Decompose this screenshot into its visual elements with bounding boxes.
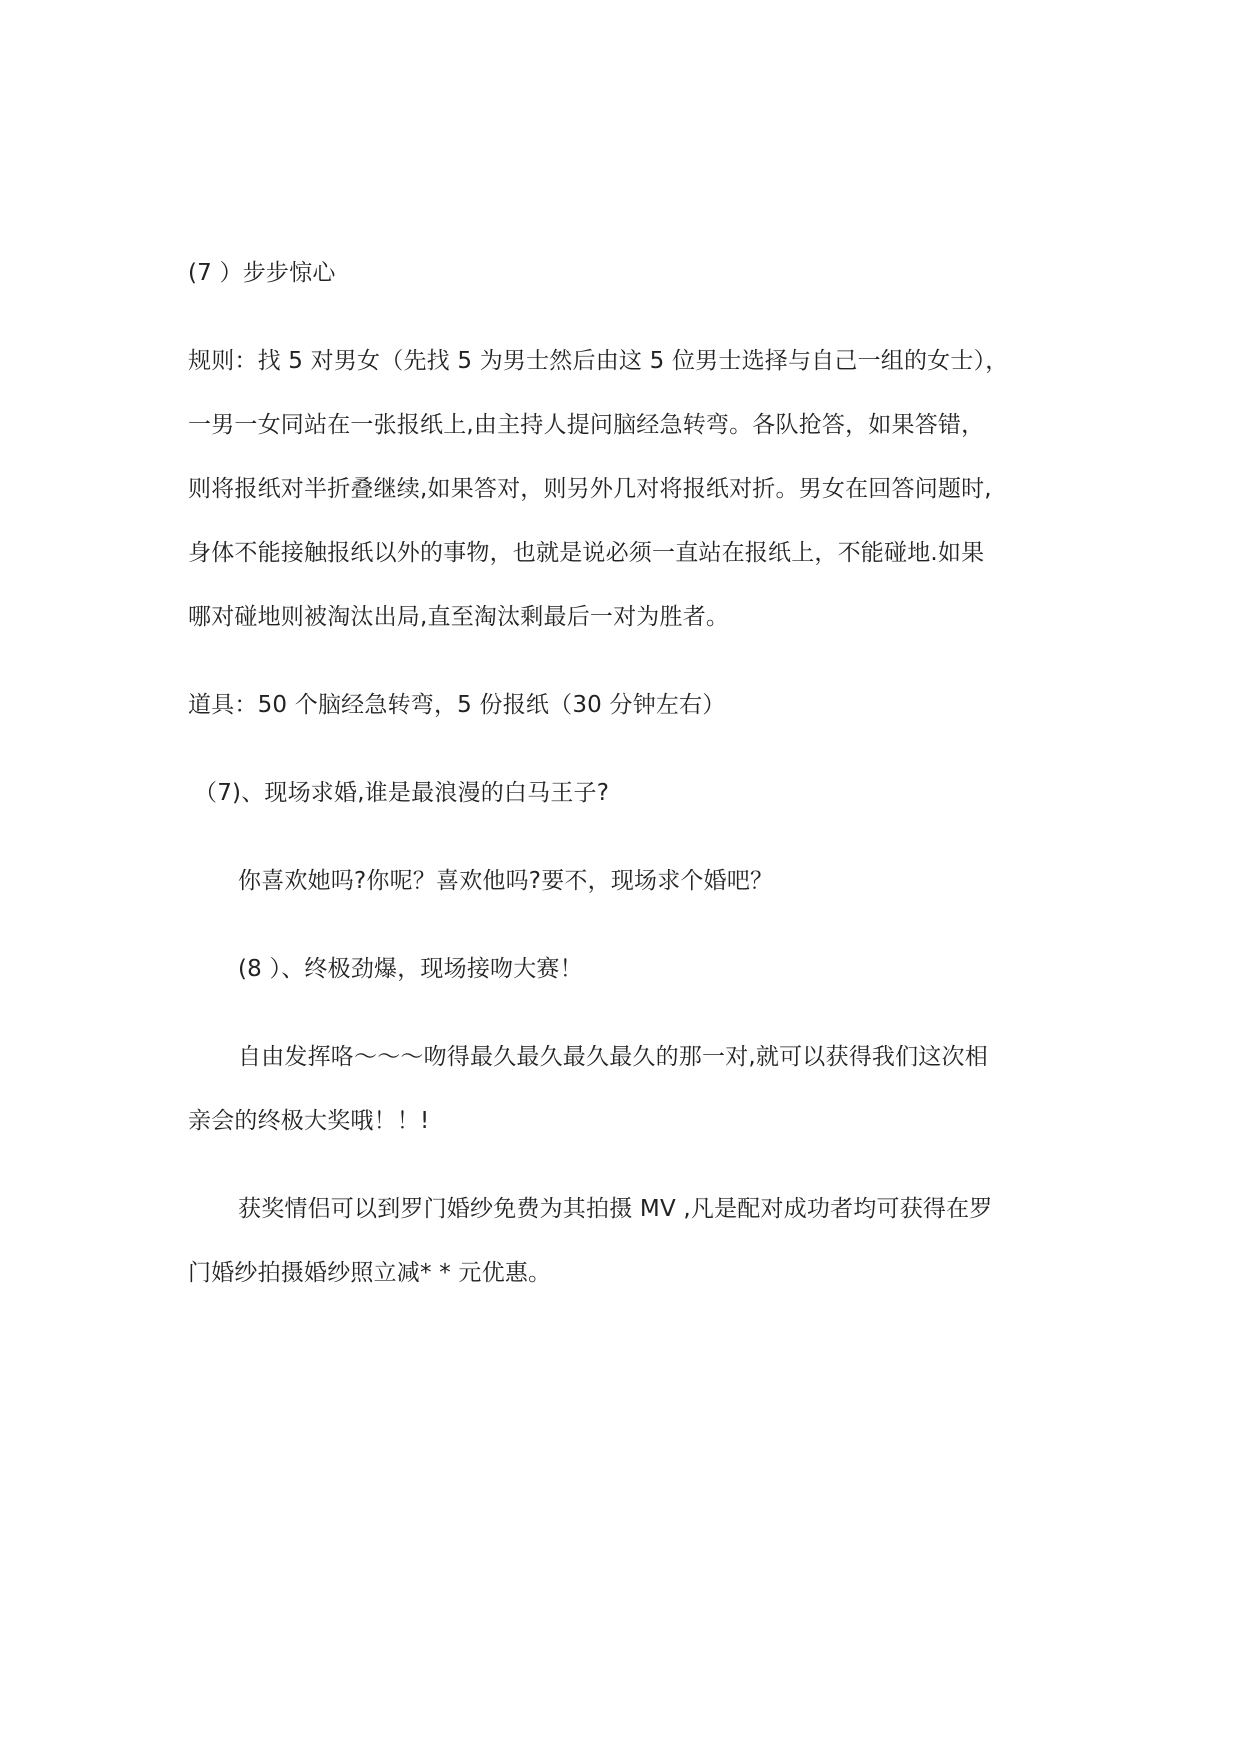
props-line: 道具：50 个脑经急转弯，5 份报纸（30 分钟左右） — [188, 692, 726, 718]
kiss-line-2: 亲会的终极大奖哦！！! — [188, 1108, 430, 1134]
rules-line-4: 身体不能接触报纸以外的事物，也就是说必须一直站在报纸上，不能碰地.如果 — [188, 540, 985, 566]
proposal-text: 你喜欢她吗?你呢？喜欢他吗?要不，现场求个婚吧？ — [238, 868, 774, 894]
rules-line-2: 一男一女同站在一张报纸上,由主持人提问脑经急转弯。各队抢答，如果答错， — [188, 412, 985, 438]
section-7-title: (7 ）步步惊心 — [188, 260, 336, 286]
prize-line-1: 获奖情侣可以到罗门婚纱免费为其拍摄 MV ,凡是配对成功者均可获得在罗 — [238, 1196, 993, 1222]
rules-line-5: 哪对碰地则被淘汰出局,直至淘汰剩最后一对为胜者。 — [188, 604, 730, 630]
proposal-title: （7)、现场求婚,谁是最浪漫的白马王子? — [194, 780, 610, 806]
kiss-title: (8 ）、终极劲爆，现场接吻大赛！ — [238, 956, 583, 982]
rules-line-3: 则将报纸对半折叠继续,如果答对，则另外几对将报纸对折。男女在回答问题时, — [188, 476, 992, 502]
rules-line-1: 规则：找 5 对男女（先找 5 为男士然后由这 5 位男士选择与自己一组的女士）， — [188, 348, 1009, 374]
prize-line-2: 门婚纱拍摄婚纱照立减* * 元优惠。 — [188, 1260, 552, 1286]
kiss-line-1: 自由发挥咯～～～吻得最久最久最久最久的那一对,就可以获得我们这次相 — [238, 1044, 988, 1070]
